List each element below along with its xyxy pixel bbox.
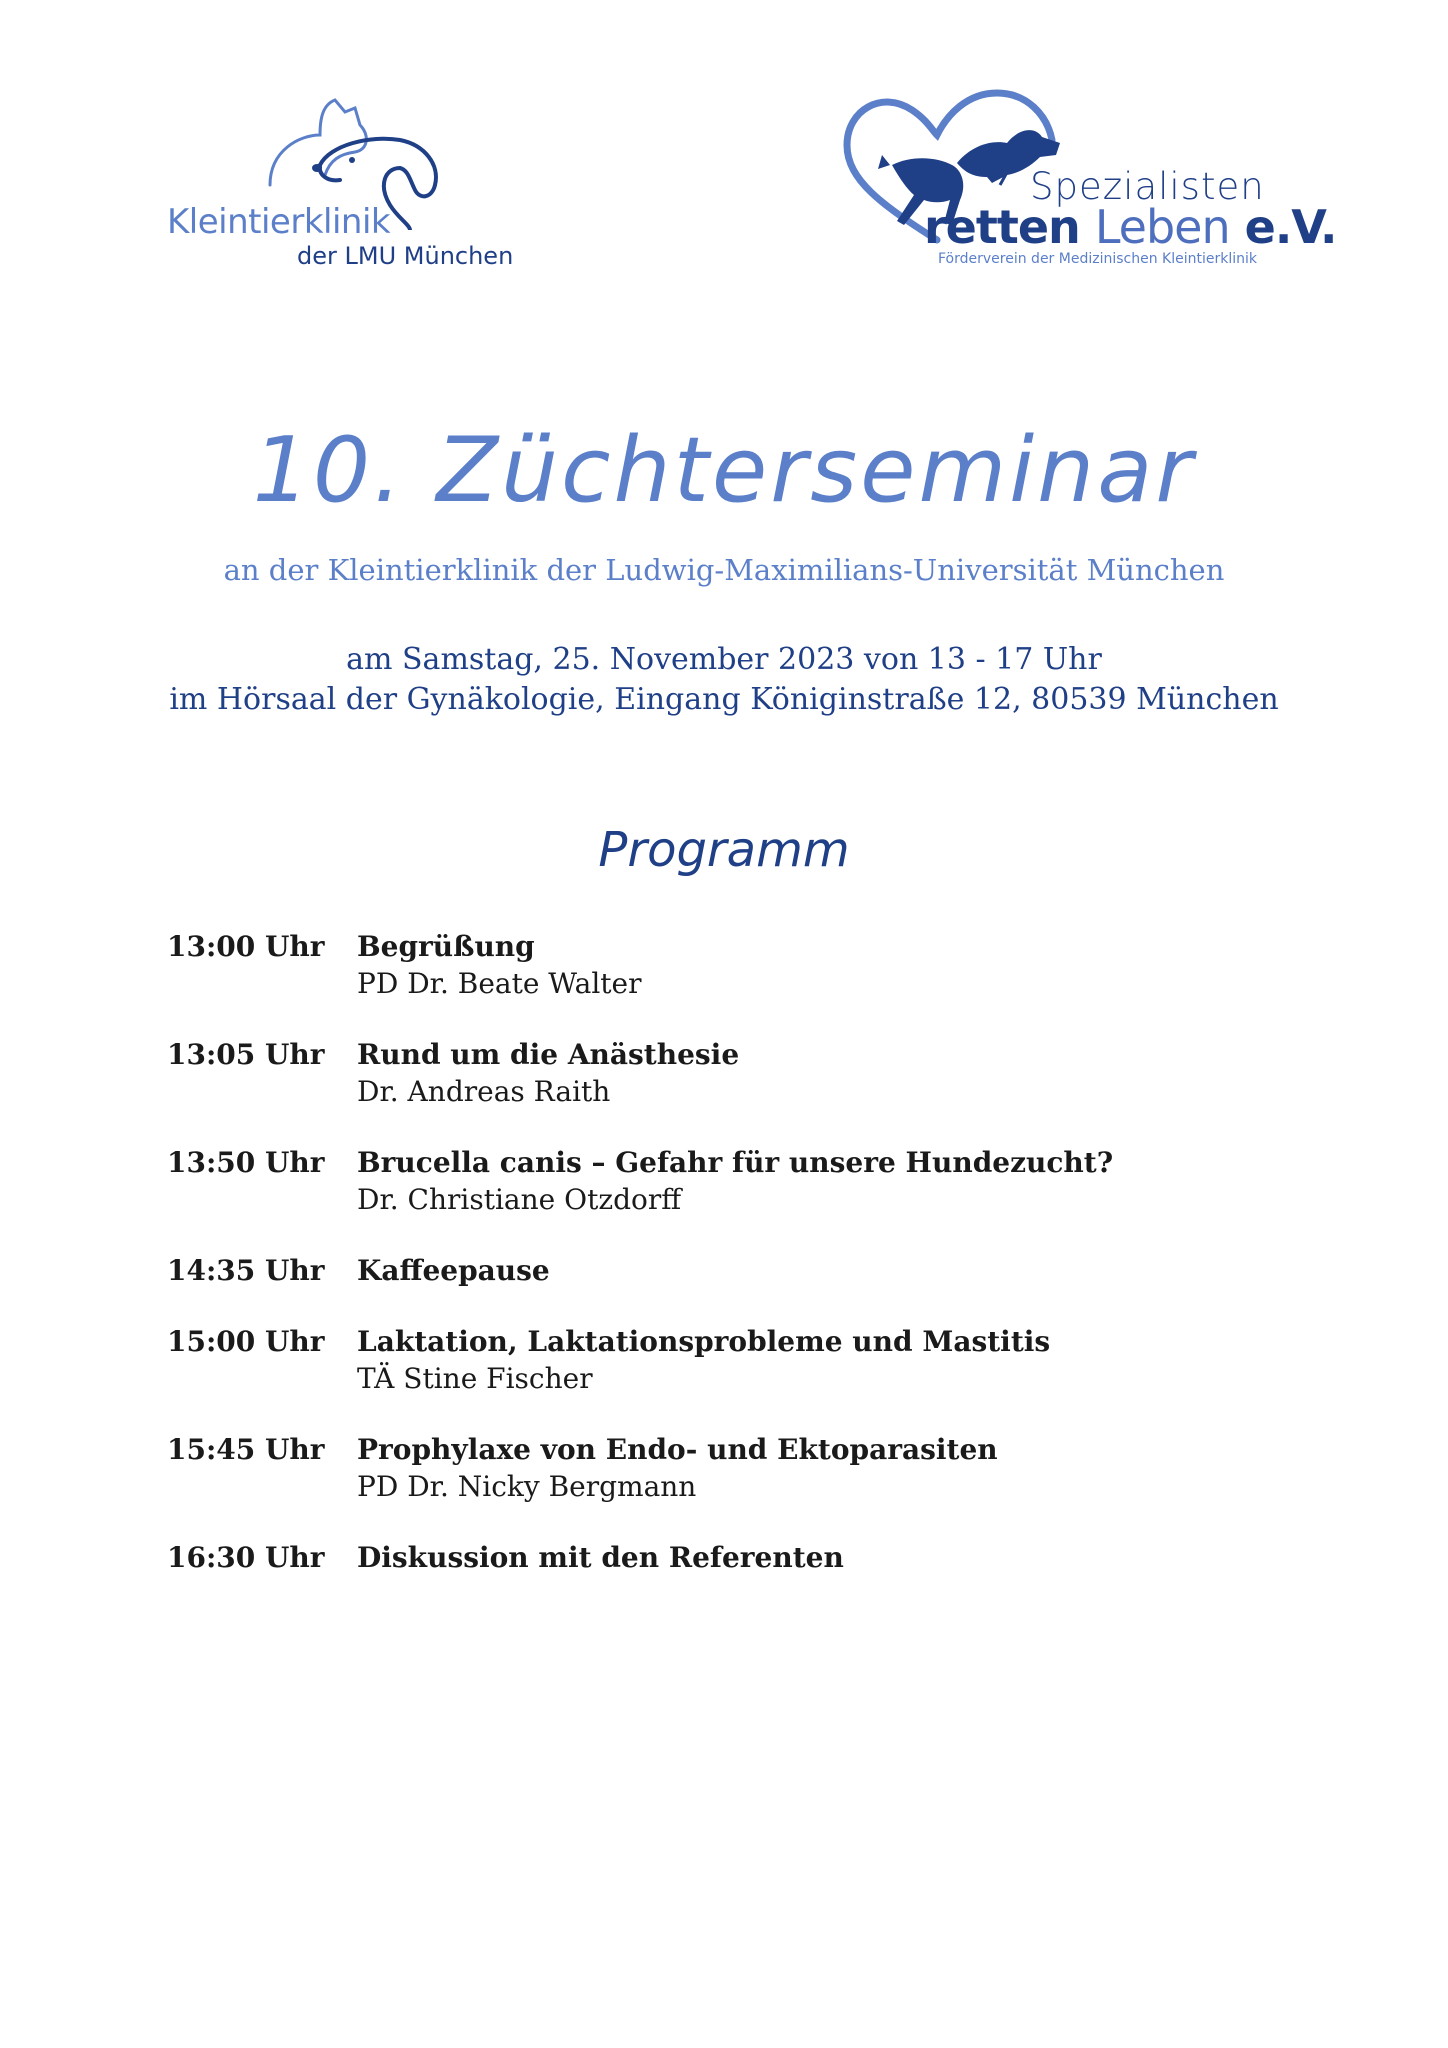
schedule-speaker: TÄ Stine Fischer <box>357 1362 593 1395</box>
date-line: am Samstag, 25. November 2023 von 13 - 17 Uhr <box>346 642 1102 677</box>
schedule-speaker: PD Dr. Nicky Bergmann <box>357 1470 697 1503</box>
schedule-time: 13:00 Uhr <box>167 930 325 963</box>
schedule-item <box>167 1144 1317 1218</box>
logo-right-line2 <box>924 200 1336 254</box>
schedule-speaker: Dr. Christiane Otzdorff <box>357 1183 682 1216</box>
schedule-time: 15:45 Uhr <box>167 1433 325 1466</box>
logo-right-line1: Spezialisten <box>1030 165 1265 208</box>
schedule-item <box>167 1323 1317 1397</box>
subtitle: an der Kleintierklinik der Ludwig-Maximilians-Universität München <box>223 553 1225 587</box>
schedule-item <box>167 1431 1317 1505</box>
logo-right-ev: e.V. <box>1229 200 1337 254</box>
program-heading: Programm <box>598 822 850 878</box>
schedule-topic: Diskussion mit den Referenten <box>357 1541 844 1574</box>
schedule-speaker: PD Dr. Beate Walter <box>357 967 642 1000</box>
schedule-item <box>167 928 1317 1002</box>
logo-left-line2: der LMU München <box>297 242 514 270</box>
schedule-time: 15:00 Uhr <box>167 1325 325 1358</box>
logo-right-leben: Leben <box>1094 200 1230 254</box>
schedule-list <box>167 928 1317 1610</box>
schedule-time: 16:30 Uhr <box>167 1541 325 1574</box>
schedule-item <box>167 1036 1317 1110</box>
schedule-topic: Laktation, Laktationsprobleme und Mastitis <box>357 1325 1051 1358</box>
schedule-topic: Begrüßung <box>357 930 535 963</box>
schedule-topic: Brucella canis – Gefahr für unsere Hundezucht? <box>357 1146 1114 1179</box>
schedule-time: 13:50 Uhr <box>167 1146 325 1179</box>
page-title: 10. Züchterseminar <box>252 418 1196 523</box>
schedule-item <box>167 1539 1317 1576</box>
logo-kleintierklinik <box>165 90 515 270</box>
schedule-topic: Prophylaxe von Endo- und Ektoparasiten <box>357 1433 998 1466</box>
logo-right-retten: retten <box>924 200 1095 254</box>
logo-left-line1: Kleintierklinik <box>167 202 391 242</box>
location-line: im Hörsaal der Gynäkologie, Eingang Königinstraße 12, 80539 München <box>169 682 1279 717</box>
schedule-topic: Kaffeepause <box>357 1254 550 1287</box>
logo-spezialisten-retten-leben <box>842 85 1337 275</box>
schedule-time: 14:35 Uhr <box>167 1254 325 1287</box>
logo-right-line3: Förderverein der Medizinischen Kleintierklinik <box>938 251 1257 267</box>
schedule-item <box>167 1252 1317 1289</box>
schedule-speaker: Dr. Andreas Raith <box>357 1075 611 1108</box>
schedule-time: 13:05 Uhr <box>167 1038 325 1071</box>
schedule-topic: Rund um die Anästhesie <box>357 1038 740 1071</box>
event-info <box>0 640 1448 720</box>
